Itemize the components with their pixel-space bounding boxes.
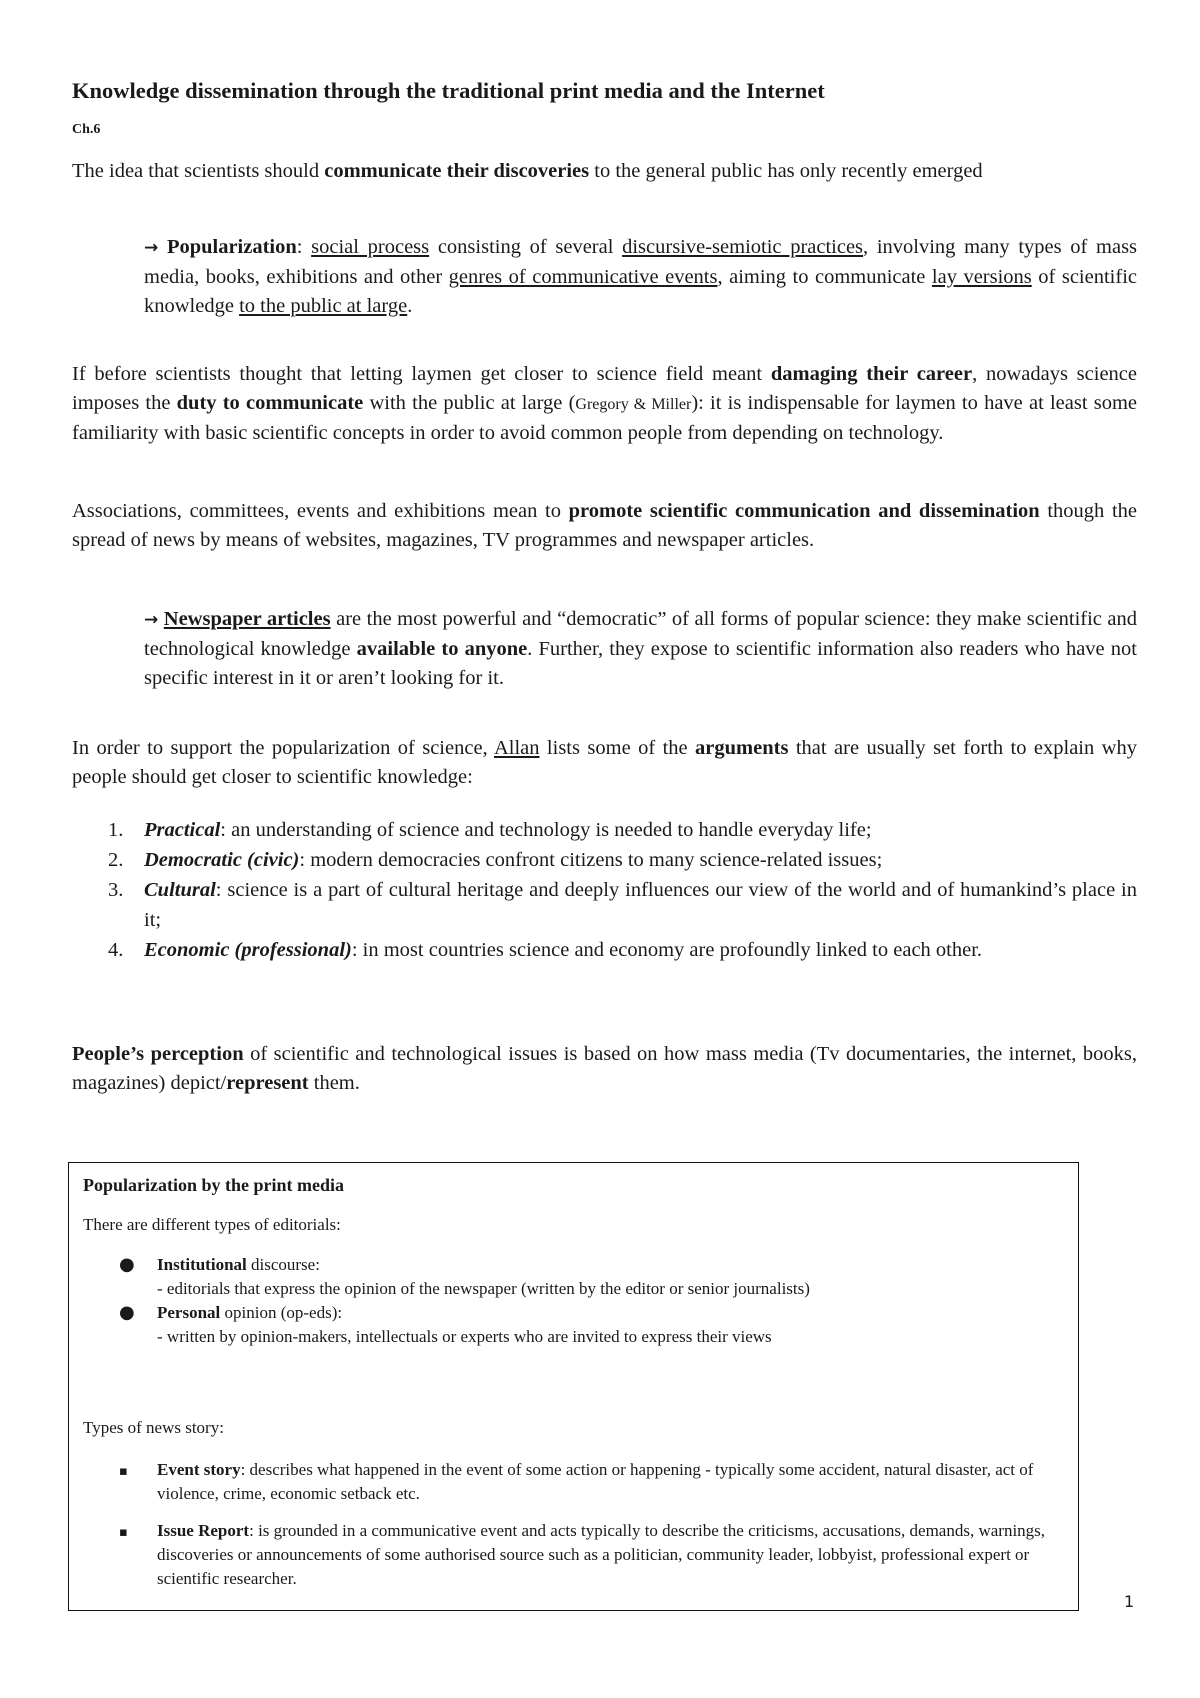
list-item: ▪ Issue Report: is grounded in a communicative event and acts typically to describe the criticisms, accusations, demands, warnings, discoveries or announcements of some authorised source such as a politician, community leader, lobbyist, professional expert or scientific researcher. xyxy=(119,1521,1046,1588)
print-media-box xyxy=(68,1162,1079,1611)
bullet-icon: ▪ xyxy=(119,1525,128,1540)
arguments-intro-paragraph: In order to support the popularization of science, Allan lists some of the arguments that are usually set forth to explain why people should get closer to scientific knowledge: xyxy=(72,737,1137,788)
page-number: 1 xyxy=(1124,1592,1135,1611)
list-item: ● Institutional discourse: - editorials that express the opinion of the newspaper (written by the editor or senior journalists) xyxy=(119,1254,810,1298)
associations-paragraph: Associations, committees, events and exhibitions mean to promote scientific communication and dissemination though the spread of news by means of websites, magazines, TV programmes and newspaper articles. xyxy=(72,500,1137,551)
newspaper-articles-paragraph: → Newspaper articles are the most powerful and “democratic” of all forms of popular science: they make scientific and technological knowledge available to anyone. Further, they expose to scientific information also readers who have not specific interest in it or aren’t looking for it. xyxy=(144,608,1138,689)
news-intro: Types of news story: xyxy=(83,1418,224,1437)
editorials-list xyxy=(83,1253,1058,1349)
document-title: Knowledge dissemination through the traditional print media and the Internet xyxy=(72,78,825,103)
perception-paragraph: People’s perception of scientific and technological issues is based on how mass media (Tv documentaries, the internet, books, magazines) depict/represent them. xyxy=(72,1043,1137,1094)
list-item: 3. Cultural: science is a part of cultural heritage and deeply influences our view of the world and of humankind’s place in it; xyxy=(108,879,1137,931)
editorials-intro: There are different types of editorials: xyxy=(83,1215,341,1234)
intro-paragraph: The idea that scientists should communicate their discoveries to the general public has only recently emerged xyxy=(72,160,983,182)
list-item: ▪ Event story: describes what happened in the event of some action or happening - typically some accident, natural disaster, act of violence, crime, economic setback etc. xyxy=(119,1460,1034,1503)
arrow-right-icon: → xyxy=(144,238,159,258)
arguments-list xyxy=(72,815,1137,965)
duty-paragraph: If before scientists thought that letting laymen get closer to science field meant damaging their career, nowadays science imposes the duty to communicate with the public at large (Gregory & Miller): it is indispensable for laymen to have at least some familiarity with basic scientific concepts in order to avoid common people from depending on technology. xyxy=(72,363,1138,444)
arrow-right-icon: → xyxy=(144,610,159,630)
list-item: 2. Democratic (civic): modern democracies confront citizens to many science-related issues; xyxy=(108,849,883,871)
bullet-icon: ▪ xyxy=(119,1464,128,1479)
bullet-icon: ● xyxy=(119,1254,135,1275)
popularization-definition: → Popularization: social process consisting of several discursive-semiotic practices, involving many types of mass media, books, exhibitions and other genres of communicative events, aiming to communicate lay versions of scientific knowledge to the public at large. xyxy=(144,236,1138,317)
list-item: 1. Practical: an understanding of science and technology is needed to handle everyday life; xyxy=(108,819,872,841)
list-item: 4. Economic (professional): in most countries science and economy are profoundly linked to each other. xyxy=(108,939,983,961)
chapter-label: Ch.6 xyxy=(72,122,101,137)
list-item: ● Personal opinion (op-eds): - written by opinion-makers, intellectuals or experts who are invited to express their views xyxy=(119,1302,772,1346)
bullet-icon: ● xyxy=(119,1302,135,1323)
box-title: Popularization by the print media xyxy=(83,1175,345,1195)
news-list xyxy=(83,1458,1058,1591)
